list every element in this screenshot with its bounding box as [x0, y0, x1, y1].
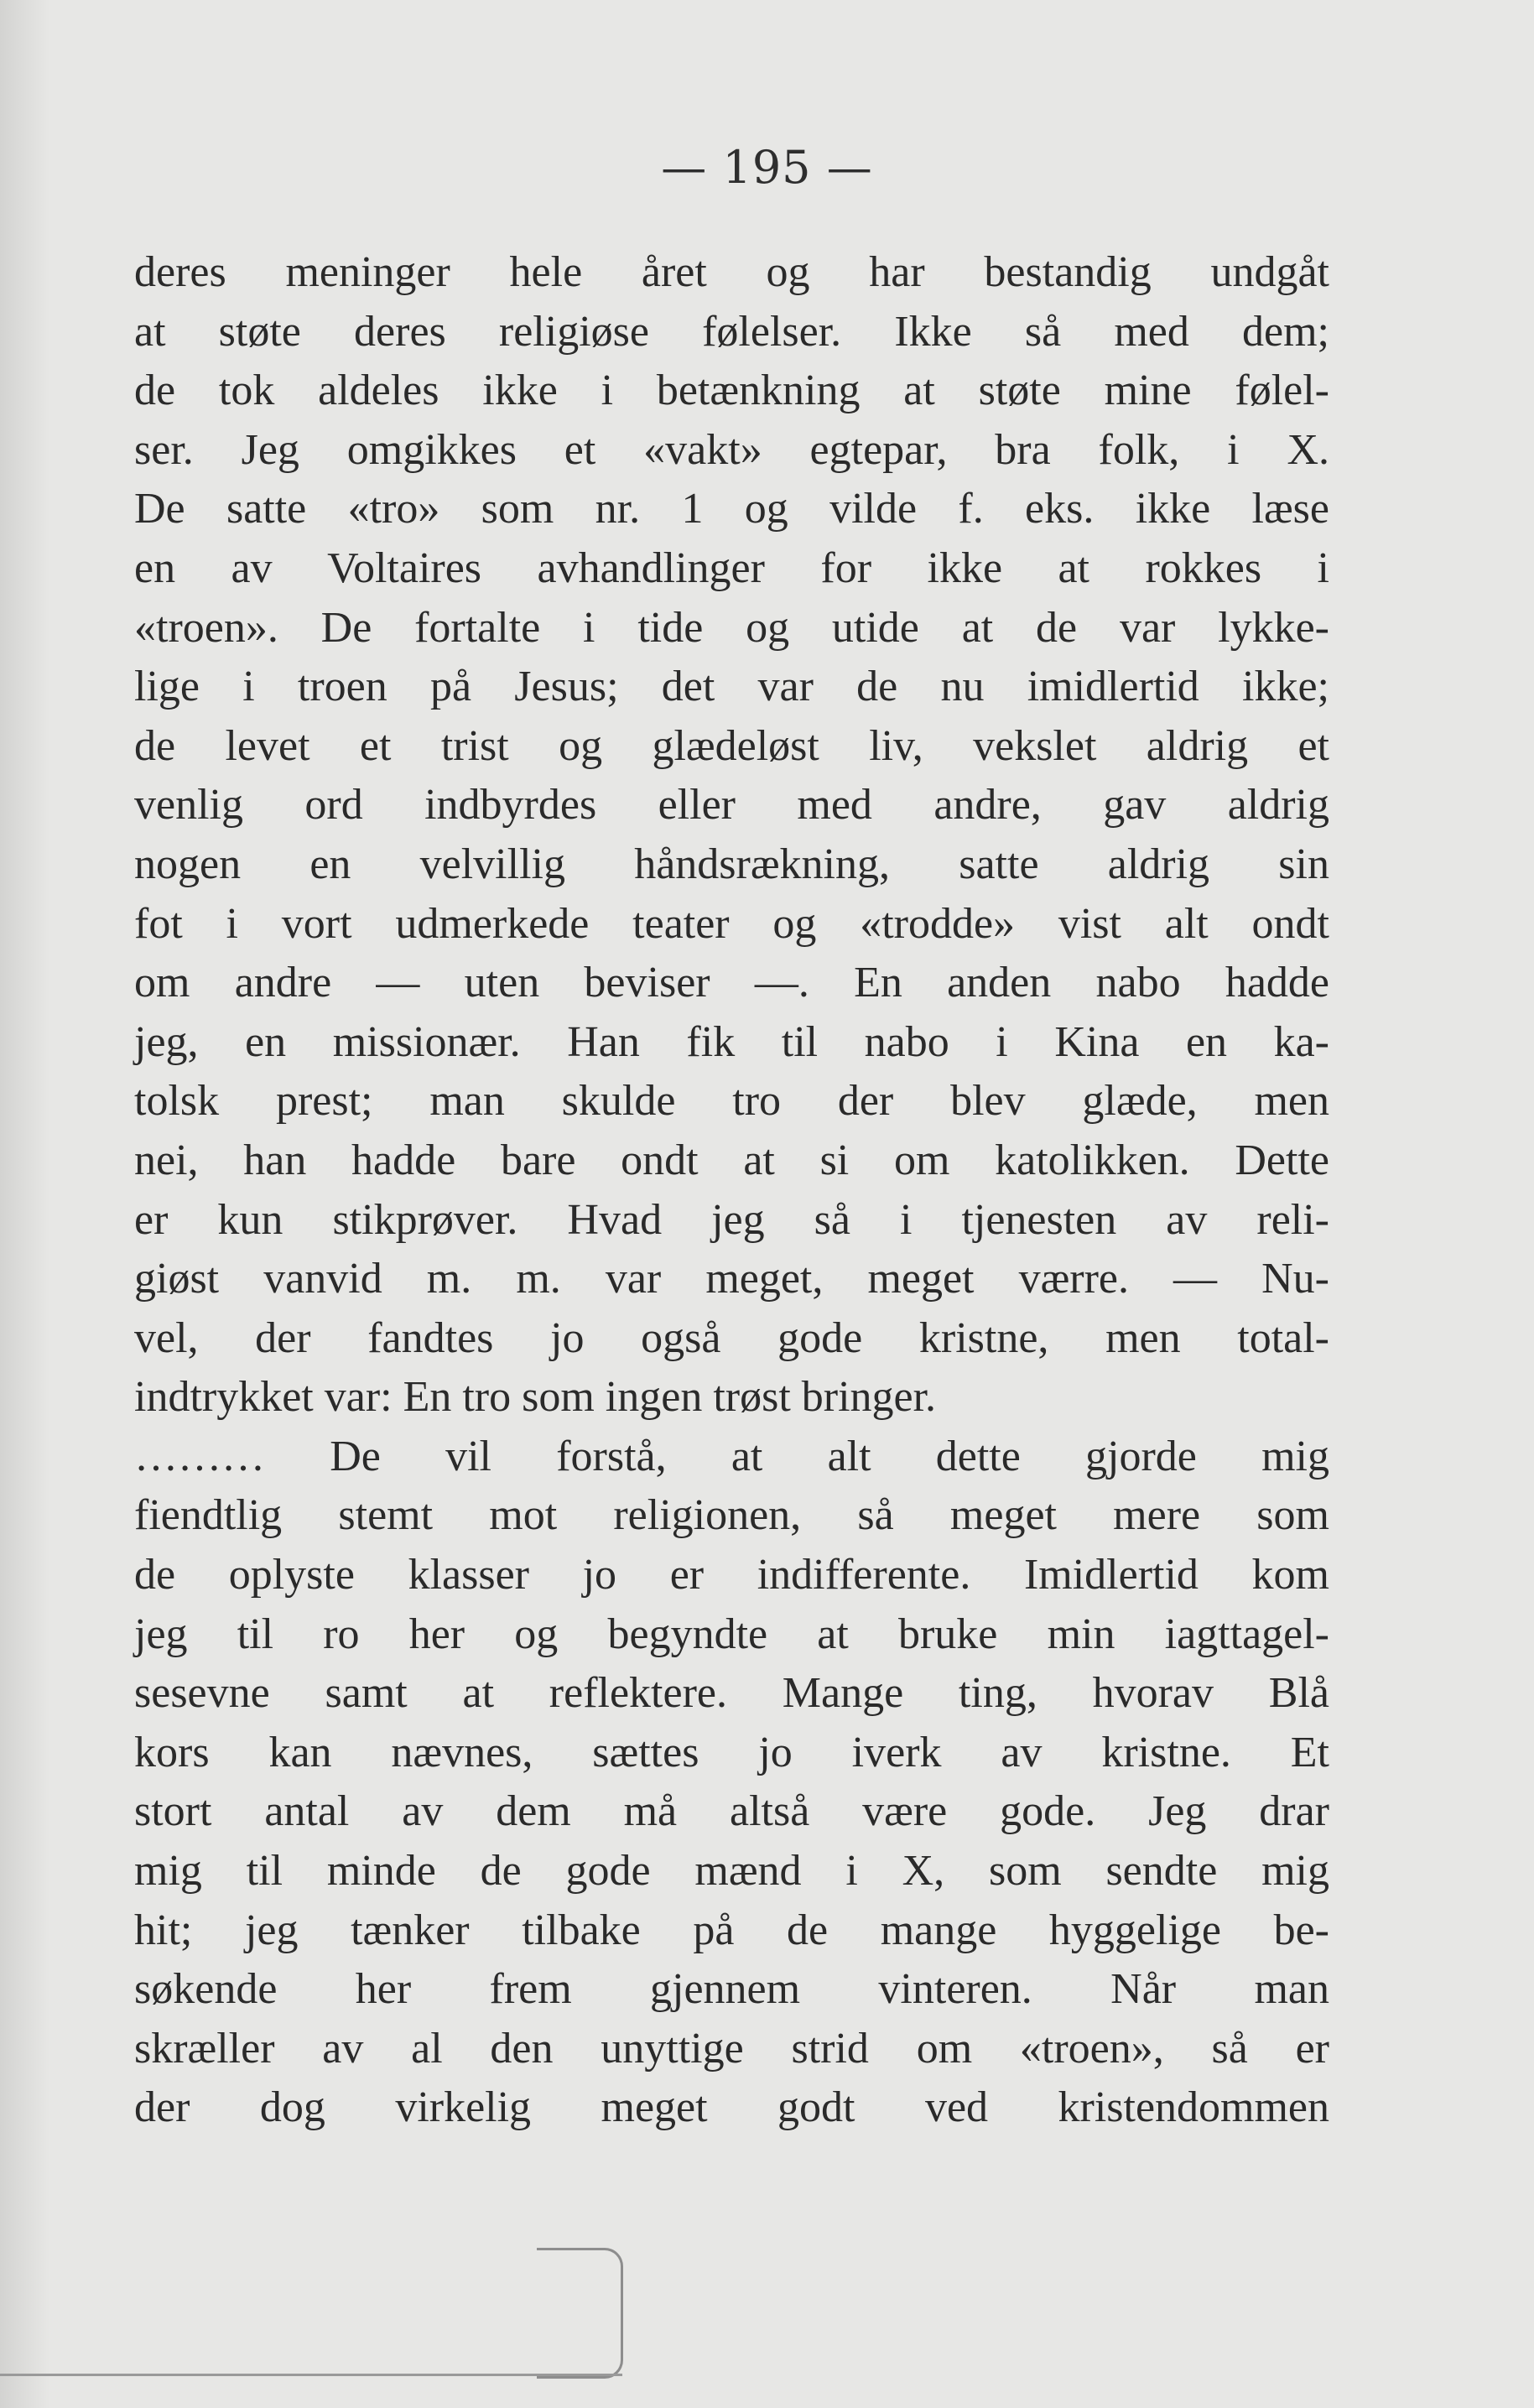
text-line: er kun stikprøver. Hvad jeg så i tjenesten av reli- [134, 1195, 1329, 1244]
text-line: kors kan nævnes, sættes jo iverk av kristne. Et [134, 1728, 1329, 1776]
page-tab-mark [537, 2248, 623, 2379]
text-line: en av Voltaires avhandlinger for ikke at rokkes i [134, 543, 1329, 592]
text-line: nogen en velvillig håndsrækning, satte aldrig sin [134, 840, 1329, 888]
page-number: — 195 — [661, 141, 873, 194]
text-line: ……… De vil forstå, at alt dette gjorde mig [134, 1432, 1329, 1480]
text-line: jeg til ro her og begyndte at bruke min iagttagel- [134, 1610, 1329, 1658]
text-line: søkende her frem gjennem vinteren. Når man [134, 1965, 1329, 2014]
text-line: sesevne samt at reflektere. Mange ting, hvorav Blå [134, 1669, 1329, 1718]
text-line: giøst vanvid m. m. var meget, meget værre. — Nu- [134, 1255, 1329, 1303]
text-line: stort antal av dem må altså være gode. Jeg drar [134, 1787, 1329, 1836]
text-line: hit; jeg tænker tilbake på de mange hyggelige be- [134, 1906, 1329, 1954]
text-line: ser. Jeg omgikkes et «vakt» egtepar, bra folk, i X. [134, 425, 1329, 474]
gutter-shadow [0, 0, 50, 2408]
text-line: mig til minde de gode mænd i X, som sendte mig [134, 1847, 1329, 1896]
text-line: skræller av al den unyttige strid om «troen», så er [134, 2024, 1329, 2073]
text-line: lige i troen på Jesus; det var de nu imidlertid ikke; [134, 663, 1329, 711]
text-line: de levet et trist og glædeløst liv, vekslet aldrig et [134, 721, 1329, 770]
text-line: deres meninger hele året og har bestandig undgåt [134, 248, 1329, 296]
text-line: fot i vort udmerkede teater og «trodde» vist alt ondt [134, 899, 1329, 948]
body-text [134, 243, 1329, 2138]
text-line: fiendtlig stemt mot religionen, så meget mere som [134, 1491, 1329, 1540]
text-line: vel, der fandtes jo også gode kristne, men total- [134, 1313, 1329, 1362]
text-line: tolsk prest; man skulde tro der blev glæde, men [134, 1077, 1329, 1126]
text-line: venlig ord indbyrdes eller med andre, gav aldrig [134, 781, 1329, 830]
text-line: at støte deres religiøse følelser. Ikke så med dem; [134, 307, 1329, 356]
text-line: «troen». De fortalte i tide og utide at de var lykke- [134, 603, 1329, 652]
page-tab-line [0, 2374, 622, 2376]
text-line: nei, han hadde bare ondt at si om katolikken. Dette [134, 1136, 1329, 1184]
text-line: de tok aldeles ikke i betænkning at støte mine følel- [134, 367, 1329, 415]
text-line: indtrykket var: En tro som ingen trøst bringer. [134, 1373, 937, 1422]
text-line: om andre — uten beviser —. En anden nabo hadde [134, 959, 1329, 1007]
text-line: De satte «tro» som nr. 1 og vilde f. eks. ikke læse [134, 485, 1329, 533]
text-line: jeg, en missionær. Han fik til nabo i Kina en ka- [134, 1017, 1329, 1066]
text-line: der dog virkelig meget godt ved kristendommen [134, 2083, 1329, 2132]
text-line: de oplyste klasser jo er indifferente. Imidlertid kom [134, 1551, 1329, 1599]
